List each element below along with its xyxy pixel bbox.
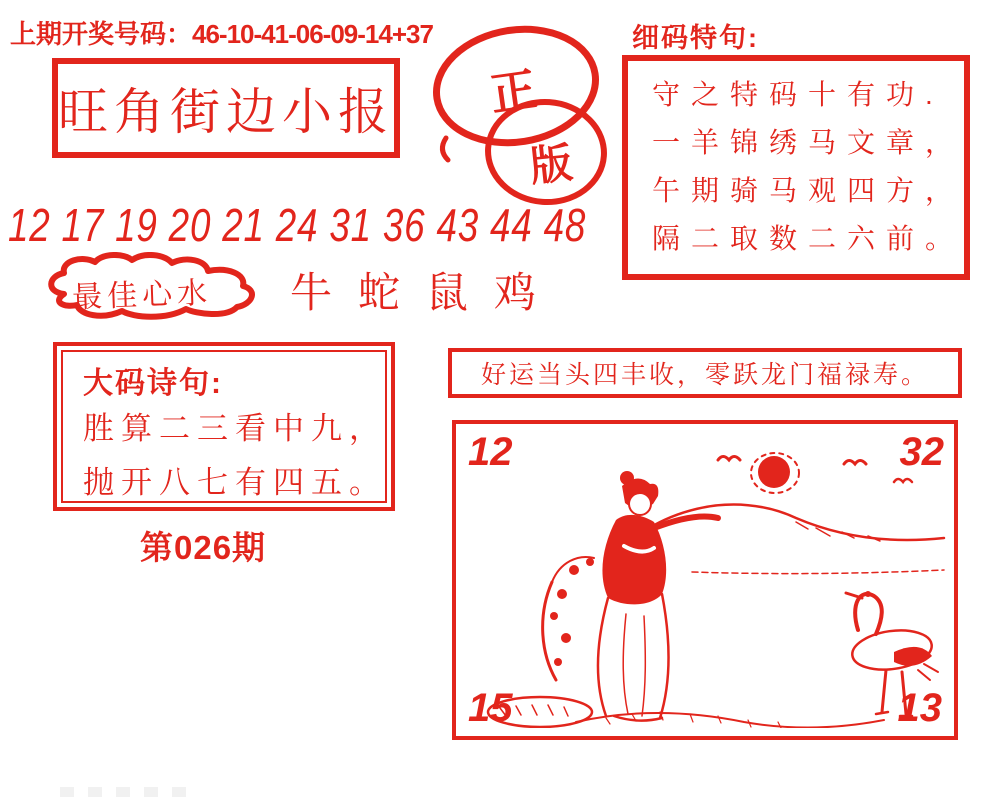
corner-number-top-right: 32 bbox=[899, 430, 944, 474]
special-verse-title: 细码特句: bbox=[632, 23, 759, 53]
fortune-phrase-box bbox=[448, 348, 962, 398]
last-draw-line bbox=[10, 14, 433, 51]
special-verse-line: 一羊锦绣马文章， bbox=[652, 127, 965, 158]
masthead-title: 旺角街边小报 bbox=[58, 84, 394, 140]
corner-number-top-left: 12 bbox=[468, 430, 513, 474]
zodiac-picks: 牛蛇鼠鸡 bbox=[290, 269, 563, 316]
corner-number-bottom-left: 15 bbox=[468, 686, 513, 730]
stamp-char-zheng: 正 bbox=[487, 63, 540, 121]
stamp-char-ban: 版 bbox=[527, 138, 575, 191]
special-verse-line: 守之特码十有功. bbox=[652, 79, 944, 110]
illustration-box bbox=[452, 420, 958, 740]
big-verse-line: 抛开八七有四五。 bbox=[83, 465, 387, 500]
masthead-box bbox=[52, 58, 400, 158]
last-draw-label: 上期开奖号码： bbox=[10, 19, 193, 49]
corner-number-bottom-right: 13 bbox=[897, 686, 942, 730]
last-draw-numbers: 46-10-41-06-09-14+37 bbox=[192, 19, 433, 49]
issue-number: 第026期 bbox=[140, 529, 267, 566]
authentic-stamp bbox=[428, 20, 608, 210]
fortune-phrase: 好运当头四丰收，零跃龙门福禄寿。 bbox=[480, 361, 929, 389]
best-pick-label: 最佳心水 bbox=[71, 276, 213, 315]
special-verse-line: 隔二取数二六前。 bbox=[652, 223, 965, 254]
special-verse-line: 午期骑马观四方， bbox=[652, 175, 965, 206]
best-pick-stamp bbox=[40, 252, 268, 324]
special-verse-box bbox=[622, 55, 970, 280]
lucky-numbers-row: 12 17 19 20 21 24 31 36 43 44 48 bbox=[8, 199, 587, 251]
big-verse-title: 大码诗句: bbox=[83, 367, 223, 400]
big-verse-line: 胜算二三看中九， bbox=[83, 411, 387, 446]
scan-artifacts bbox=[60, 784, 620, 796]
fairy-crane-illustration bbox=[456, 424, 946, 728]
big-verse-box bbox=[53, 342, 395, 511]
